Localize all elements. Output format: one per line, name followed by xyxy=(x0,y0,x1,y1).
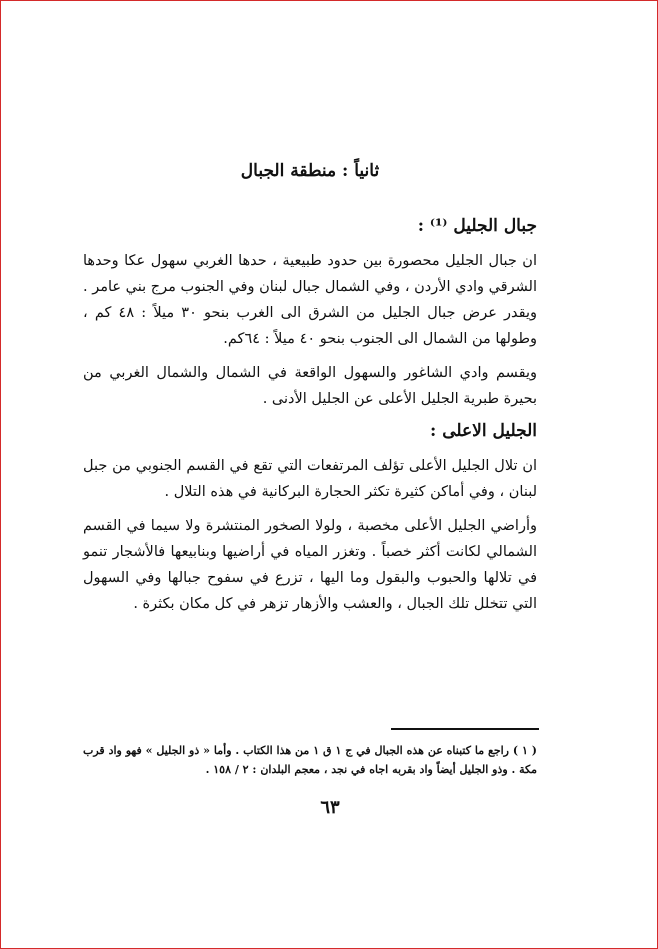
paragraph-galilee-borders: ان جبال الجليل محصورة بين حدود طبيعية ، حدها الغربي سهول عكا وحدها الشرقي وادي الأردن ، وفي الشمال جبال لبنان وفي الجنوب مرج بني عامر . ويقدر عرض جبال الجليل من الشرق الى الغرب بنحو ٣٠ ميلاً : ٤٨ كم ، وطولها من الشمال الى الجنوب بنحو ٤٠ ميلاً : ٦٤كم. xyxy=(83,253,538,347)
main-text xyxy=(83,159,537,624)
footnote-divider xyxy=(391,728,539,730)
heading-upper-galilee: الجليل الاعلى : xyxy=(430,421,537,441)
section-title: ثانياً : منطقة الجبال xyxy=(240,161,380,181)
paragraph-upper-galilee-hills: ان تلال الجليل الأعلى تؤلف المرتفعات التي تقع في القسم الجنوبي من جبل لبنان ، وفي أماكن كثيرة تكثر الحجارة البركانية في هذه التلال . xyxy=(83,458,537,500)
paragraph-galilee-division: ويقسم وادي الشاغور والسهول الواقعة في الشمال والشمال الغربي من بحيرة طبرية الجليل الأعلى عن الجليل الأدنى . xyxy=(83,365,537,407)
heading-galilee-mountains: جبال الجليل ⁽¹⁾ : xyxy=(417,216,537,236)
footnote: ( ١ ) راجع ما كتبناه عن هذه الجبال في ج ١ ق ١ من هذا الكتاب . وأما « ذو الجليل » فهو واد قرب مكة . وذو الجليل أيضاً واد بقربه اجاه في نجد ، معجم البلدان : ٢ / ١٥٨ . xyxy=(83,744,537,776)
paragraph-upper-galilee-lands: وأراضي الجليل الأعلى مخصبة ، ولولا الصخور المنتشرة ولا سيما في القسم الشمالي لكانت أكثر خصباً . وتغزر المياه في أراضيها وبنابيعها فالأشجار تنمو في تلالها والحبوب والبقول وما اليها ، تزرع في سفوح جبالها وفي السهول التي تتخلل تلك الجبال ، والعشب والأزهار تزهر في كل مكان بكثرة . xyxy=(83,518,537,612)
page-number: ٦٣ xyxy=(320,797,340,818)
